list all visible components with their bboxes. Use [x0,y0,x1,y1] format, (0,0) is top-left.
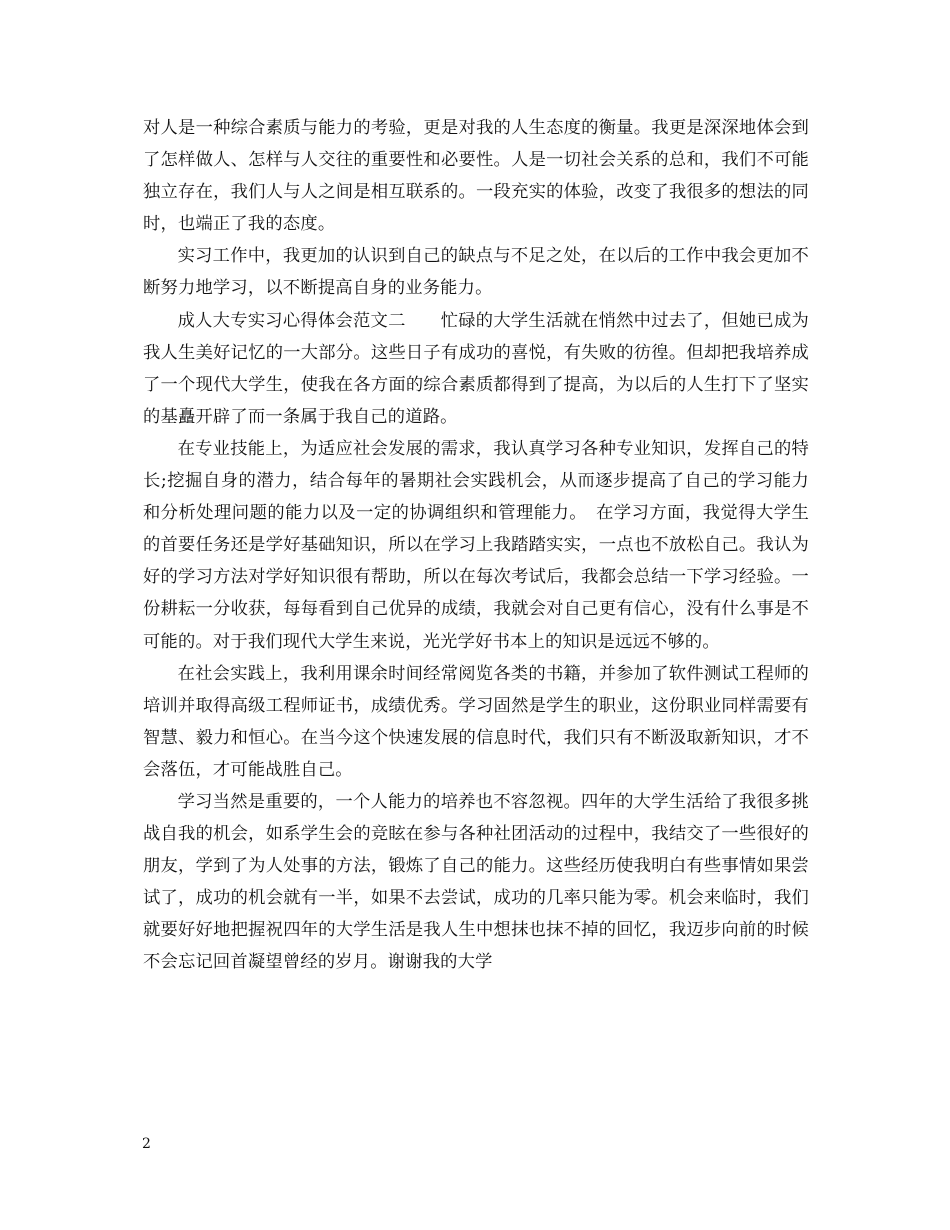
paragraph: 在专业技能上，为适应社会发展的需求，我认真学习各种专业知识，发挥自己的特长;挖掘自身的潜力，结合每年的暑期社会实践机会，从而逐步提高了自己的学习能力和分析处理问题的能力以及一定的协调组织和管理能力。 在学习方面，我觉得大学生的首要任务还是学好基础知识，所以在学习上我踏踏实实，一点也不放松自己。我认为好的学习方法对学好知识很有帮助，所以在每次考试后，我都会总结一下学习经验。一份耕耘一分收获，每每看到自己优异的成绩，我就会对自己更有信心，没有什么事是不可能的。对于我们现代大学生来说，光光学好书本上的知识是远远不够的。 [143,438,809,652]
paragraph: 实习工作中，我更加的认识到自己的缺点与不足之处，在以后的工作中我会更加不断努力地学习，以不断提高自身的业务能力。 [143,246,809,299]
page-number: 2 [142,1136,151,1152]
paragraph: 成人大专实习心得体会范文二 忙碌的大学生活就在悄然中过去了，但她已成为我人生美好记忆的一大部分。这些日子有成功的喜悦，有失败的彷徨。但却把我培养成了一个现代大学生，使我在各方面的综合素质都得到了提高，为以后的人生打下了坚实的基矗开辟了而一条属于我自己的道路。 [143,310,809,427]
paragraph: 学习当然是重要的，一个人能力的培养也不容忽视。四年的大学生活给了我很多挑战自我的机会，如系学生会的竞眩在参与各种社团活动的过程中，我结交了一些很好的朋友，学到了为人处事的方法，锻炼了自己的能力。这些经历使我明白有些事情如果尝试了，成功的机会就有一半，如果不去尝试，成功的几率只能为零。机会来临时，我们就要好好地把握祝四年的大学生活是我人生中想抹也抹不掉的回忆，我迈步向前的时候不会忘记回首凝望曾经的岁月。谢谢我的大学 [143,791,809,973]
document-body [143,112,809,979]
paragraph: 对人是一种综合素质与能力的考验，更是对我的人生态度的衡量。我更是深深地体会到了怎样做人、怎样与人交往的重要性和必要性。人是一切社会关系的总和，我们不可能独立存在，我们人与人之间是相互联系的。一段充实的体验，改变了我很多的想法的同时，也端正了我的态度。 [143,118,809,235]
paragraph: 在社会实践上，我利用课余时间经常阅览各类的书籍，并参加了软件测试工程师的培训并取得高级工程师证书，成绩优秀。学习固然是学生的职业，这份职业同样需要有智慧、毅力和恒心。在当今这个快速发展的信息时代，我们只有不断汲取新知识，才不会落伍，才可能战胜自己。 [143,663,809,780]
